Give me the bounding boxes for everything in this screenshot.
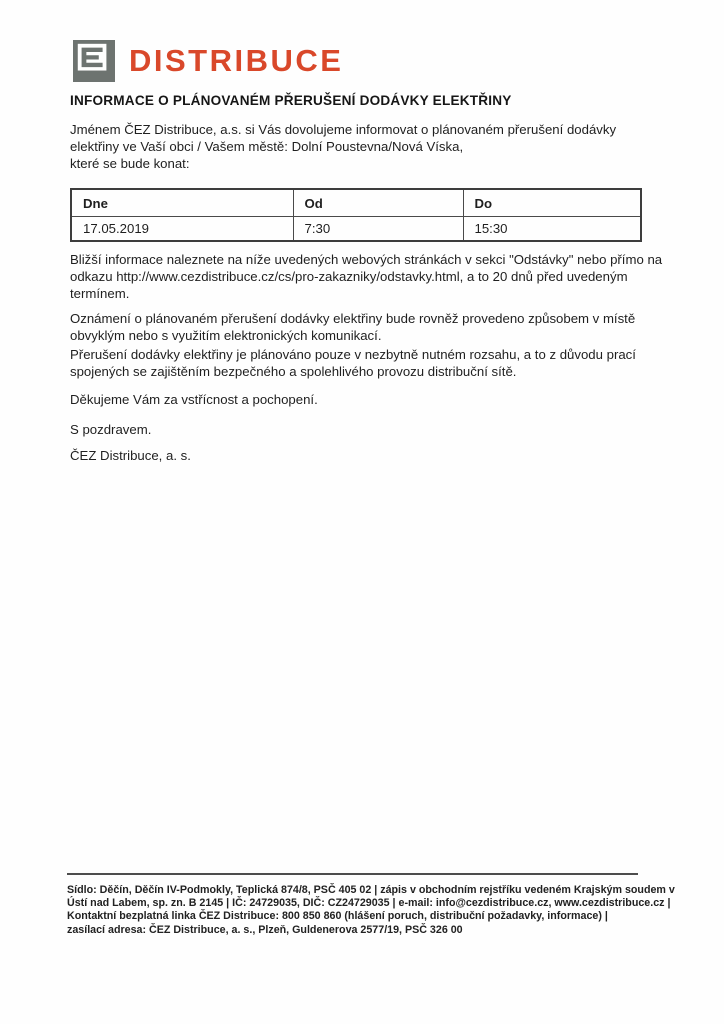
regards-text: S pozdravem. (70, 422, 152, 437)
intro-line: které se bude konat: (70, 156, 190, 172)
company-footer (67, 884, 675, 937)
cez-logo-icon (73, 40, 115, 82)
brand-name: DISTRIBUCE (129, 43, 344, 78)
intro-paragraph (70, 121, 616, 173)
footer-divider (67, 873, 638, 875)
brand-header (73, 40, 343, 82)
announcement-paragraph (70, 310, 635, 344)
outage-date-cell: 17.05.2019 (71, 217, 293, 242)
outage-table-row (71, 217, 641, 242)
info-paragraph (70, 251, 662, 303)
info-line: Bližší informace naleznete na níže uvedených webových stránkách v sekci "Odstávky" nebo přímo na (70, 252, 663, 267)
scope-paragraph (70, 346, 636, 380)
outage-end-time-cell: 15:30 (463, 217, 641, 242)
announcement-line: obvyklým nebo s využitím elektronických komunikací. (70, 328, 382, 344)
info-line-url: odkazu http://www.cezdistribuce.cz/cs/pro-zakazniky/odstavky.html, a to 20 dnů před uvedeným (70, 269, 628, 285)
regards-line (70, 421, 151, 438)
scope-line: Přerušení dodávky elektřiny je plánováno pouze v nezbytně nutném rozsahu, a to z důvodu prací (70, 347, 636, 362)
footer-line: Sídlo: Děčín, Děčín IV-Podmokly, Teplická 874/8, PSČ 405 02 | zápis v obchodním rejstříku vedeném Krajským soudem v (67, 884, 675, 896)
thanks-text: Děkujeme Vám za vstřícnost a pochopení. (70, 392, 318, 407)
document-title: INFORMACE O PLÁNOVANÉM PŘERUŠENÍ DODÁVKY ELEKTŘINY (70, 93, 512, 108)
scope-line: spojených se zajištěním bezpečného a spolehlivého provozu distribuční sítě. (70, 364, 517, 380)
signature-line (70, 447, 191, 464)
footer-line: Kontaktní bezplatná linka ČEZ Distribuce: 800 850 860 (hlášení poruch, distribuční požadavky, informace) | (67, 910, 608, 923)
outage-table-header-dne: Dne (71, 189, 293, 217)
outage-table-header-row (71, 189, 641, 217)
intro-line: Jménem ČEZ Distribuce, a.s. si Vás dovolujeme informovat o plánovaném přerušení dodávky (70, 122, 617, 137)
thanks-line (70, 391, 318, 408)
outage-table-header-do: Do (463, 189, 641, 217)
footer-line: zasílací adresa: ČEZ Distribuce, a. s., Plzeň, Guldenerova 2577/19, PSČ 326 00 (67, 923, 463, 936)
announcement-line: Oznámení o plánovaném přerušení dodávky elektřiny bude rovněž provedeno způsobem v místě (70, 311, 636, 326)
outage-table (70, 188, 642, 242)
outage-start-time-cell: 7:30 (293, 217, 463, 242)
outage-table-header-od: Od (293, 189, 463, 217)
info-line: termínem. (70, 286, 130, 302)
footer-line: Ústí nad Labem, sp. zn. B 2145 | IČ: 24729035, DIČ: CZ24729035 | e-mail: info@cezdistribuce.cz, www.cezdistribuce.cz | (67, 897, 671, 910)
intro-line: elektřiny ve Vaší obci / Vašem městě: Dolní Poustevna/Nová Víska, (70, 139, 464, 155)
signature-text: ČEZ Distribuce, a. s. (70, 448, 191, 463)
